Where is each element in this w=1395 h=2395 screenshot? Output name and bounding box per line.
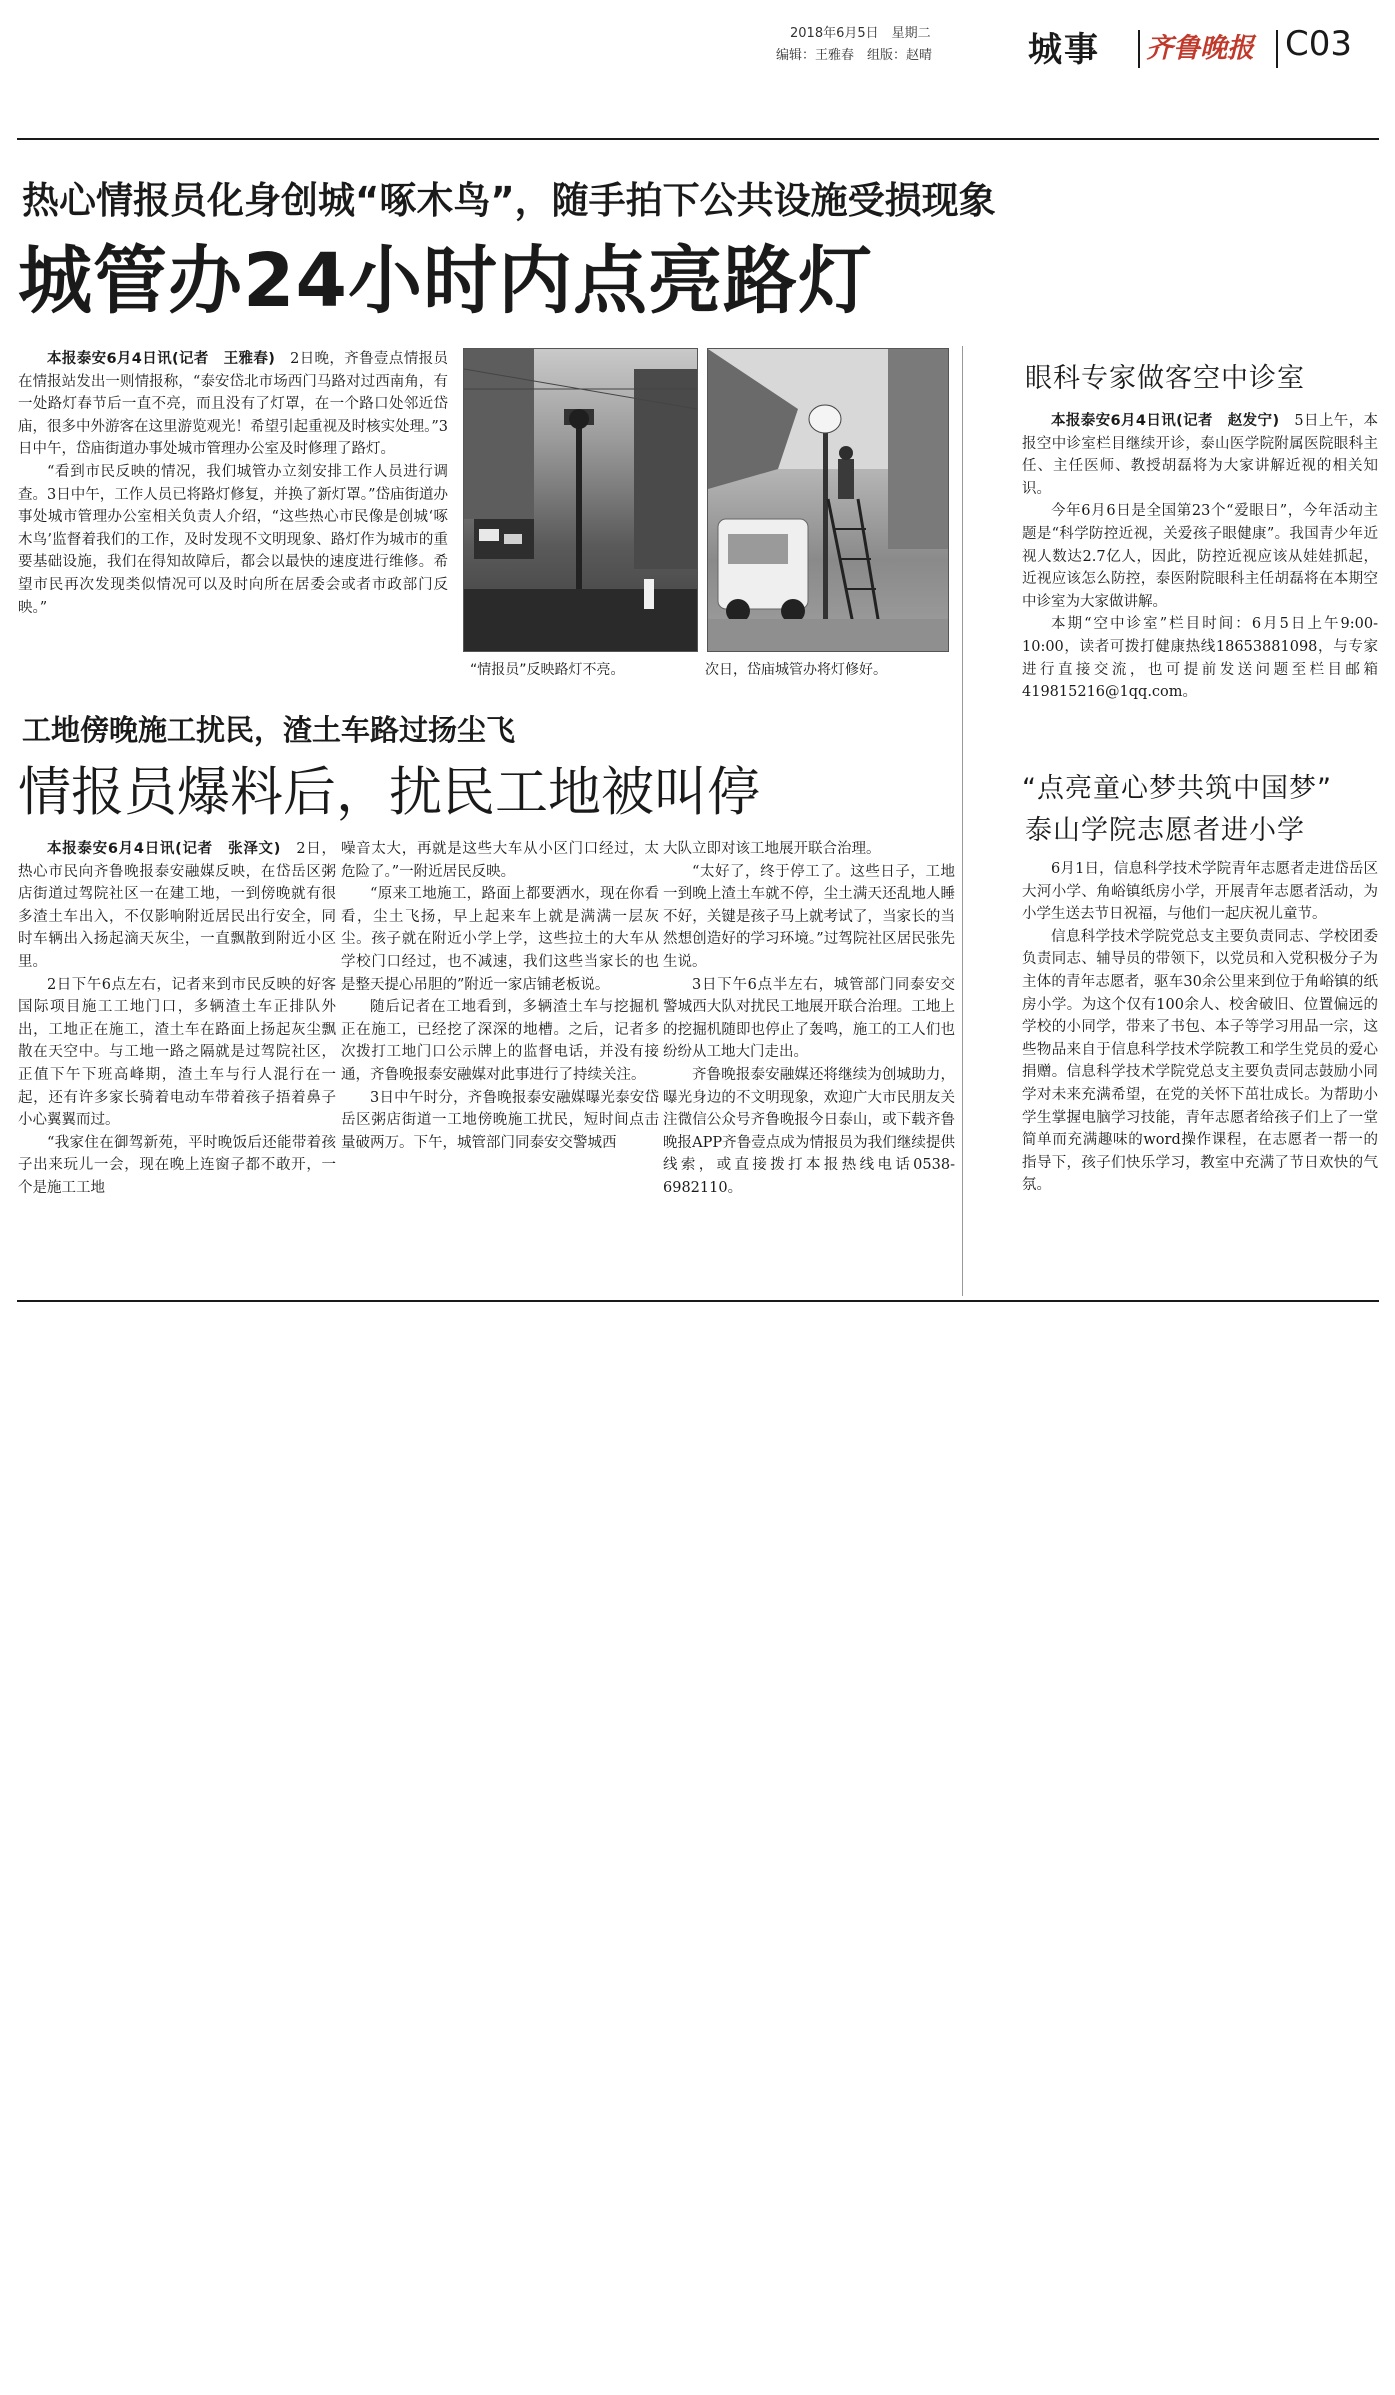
story2-column-2 [341,838,659,1154]
photo1-caption: “情报员”反映路灯不亮。 [470,662,625,678]
story2-paragraph: 3日中午时分，齐鲁晚报泰安融媒曝光泰安岱岳区粥店街道一工地傍晚施工扰民，短时间点击量破两万。下午，城管部门同泰安交警城西 [341,1089,659,1151]
story2-paragraph: 随后记者在工地看到，多辆渣土车与挖掘机正在施工，已经挖了深深的地槽。之后，记者多次拨打工地门口公示牌上的监督电话，并没有接通，齐鲁晚报泰安融媒对此事进行了持续关注。 [341,999,659,1083]
story3-body [1022,410,1378,704]
story1-paragraph: “看到市民反映的情况，我们城管办立刻安排工作人员进行调查。3日中午，工作人员已将路灯修复，并换了新灯罩。”岱庙街道办事处城市管理办公室相关负责人介绍，“这些热心市民像是创城‘啄木鸟’监督着我们的工作，及时发现不文明现象、路灯作为城市的重要基础设施，我们在得知故障后，都会以最快的速度进行维修。希望市民再次发现类似情况可以及时向所在居委会或者市政部门反映。” [18,463,448,616]
story2-paragraph: 2日下午6点左右，记者来到市民反映的好客国际项目施工工地门口，多辆渣土车正排队外出，工地正在施工，渣土车在路面上扬起灰尘飘散在天空中。与工地一路之隔就是过驾院社区，正值下午下班高峰期，渣土车与行人混行在一起，还有许多家长骑着电动车带着孩子捂着鼻子小心翼翼而过。 [18,976,336,1129]
story2-paragraph: 噪音太大，再就是这些大车从小区门口经过，太危险了。”一附近居民反映。 [341,841,659,880]
story4-headline-line2: 泰山学院志愿者进小学 [1025,815,1305,846]
story2-paragraph: 大队立即对该工地展开联合治理。 [663,841,881,857]
paper-logo: 齐鲁晚报 [1146,33,1254,64]
story3-byline: 本报泰安6月4日讯(记者 赵发宁) [1051,413,1280,429]
story2-paragraph: 2日，热心市民向齐鲁晚报泰安融媒反映，在岱岳区粥店街道过驾院社区一在建工地，一到傍晚就有很多渣土车出入，不仅影响附近居民出行安全，同时车辆出入扬起滴天灰尘，一直飘散到附近小区里。 [18,841,337,970]
story1-byline: 本报泰安6月4日讯(记者 王雅春) [47,351,275,367]
story4-paragraph: 信息科学技术学院党总支主要负责同志、学校团委负责同志、辅导员的带领下，以党员和入党积极分子为主体的青年志愿者，驱车30余公里来到位于角峪镇的纸房小学。为这个仅有100余人、校舍破旧、位置偏远的学校的小同学，带来了书包、本子等学习用品一宗，这些物品来自于信息科学技术学院教工和学生党员的爱心捐赠。信息科学技术学院党总支主要负责同志鼓励小同学对未来充满希望，在党的关怀下茁壮成长。为帮助小学生掌握电脑学习技能，青年志愿者给孩子们上了一堂简单而充满趣味的word操作课程，在志愿者一帮一的指导下，孩子们快乐学习，教室中充满了节日欢快的气氛。 [1022,928,1378,1194]
story3-paragraph: 5日上午，本报空中诊室栏目继续开诊，泰山医学院附属医院眼科主任、主任医师、教授胡磊将为大家讲解近视的相关知识。 [1022,413,1379,497]
story2-paragraph: 3日下午6点半左右，城管部门同泰安交警城西大队对扰民工地展开联合治理。工地上的挖掘机随即也停止了轰鸣，施工的工人们也纷纷从工地大门走出。 [663,976,955,1061]
lamp-repair-photo [707,348,949,652]
story1-kicker: 热心情报员化身创城“啄木鸟”，随手拍下公共设施受损现象 [22,179,996,222]
story3-paragraph: 今年6月6日是全国第23个“爱眼日”，今年活动主题是“科学防控近视，关爱孩子眼健康”。我国青少年近视人数达2.7亿人，因此，防控近视应该从娃娃抓起，近视应该怎么防控，泰医附院眼科主任胡磊将在本期空中诊室为大家做讲解。 [1022,503,1378,610]
story4-paragraph: 6月1日，信息科学技术学院青年志愿者走进岱岳区大河小学、角峪镇纸房小学，开展青年志愿者活动，为小学生送去节日祝福，与他们一起庆祝儿童节。 [1022,861,1378,923]
story1-paragraph: 2日晚，齐鲁壹点情报员在情报站发出一则情报称，“泰安岱北市场西门马路对过西南角，有一处路灯春节后一直不亮，而且没有了灯罩，在一个路口处邻近岱庙，很多中外游客在这里游览观光！希望引起重视及时核实处理。”3日中午，岱庙街道办事处城市管理办公室及时修理了路灯。 [18,351,449,458]
photo2-caption: 次日，岱庙城管办将灯修好。 [705,662,887,678]
lamp-repair-illustration [708,349,948,651]
street-lamp-night-illustration [464,349,697,651]
editors-line: 编辑：王雅春 组版：赵晴 [776,48,933,63]
story4-headline-line1: “点亮童心梦共筑中国梦” [1022,773,1332,804]
bottom-rule [17,1300,1379,1302]
story3-headline: 眼科专家做客空中诊室 [1025,363,1305,394]
story2-column-3 [663,838,955,1200]
story2-paragraph: “原来工地施工，路面上都要洒水，现在你看看，尘土飞扬，早上起来车上就是满满一层灰尘。孩子就在附近小学上学，这些拉土的大车从学校门口经过，也不减速，我们这些当家长的也是整天提心吊胆的”附近一家店铺老板说。 [341,886,659,993]
story2-byline: 本报泰安6月4日讯(记者 张泽文) [47,841,281,857]
story2-kicker: 工地傍晚施工扰民，渣土车路过扬尘飞 [22,713,516,747]
story1-headline: 城管办24小时内点亮路灯 [18,238,873,324]
date-line: 2018年6月5日 星期二 [790,26,931,41]
header-rule [17,138,1379,140]
street-lamp-night-photo [463,348,698,652]
story3-paragraph: 本期“空中诊室”栏目时间：6月5日上午9:00-10:00，读者可拨打健康热线18653881098，与专家进行直接交流，也可提前发送问题至栏目邮箱419815216@1qq.com。 [1022,616,1378,701]
page-number: C03 [1285,24,1353,64]
story4-body [1022,858,1378,1197]
story2-paragraph: 齐鲁晚报泰安融媒还将继续为创城助力，曝光身边的不文明现象，欢迎广大市民朋友关注微信公众号齐鲁晚报今日泰山，或下载齐鲁晚报APP齐鲁壹点成为情报员为我们继续提供线索，或直接拨打本报热线电话0538-6982110。 [663,1066,955,1196]
column-divider [962,346,963,1296]
section-title: 城事 [1028,30,1100,70]
story2-paragraph: “我家住在御驾新苑，平时晚饭后还能带着孩子出来玩儿一会，现在晚上连窗子都不敢开，一个是施工工地 [18,1134,336,1196]
story2-headline: 情报员爆料后，扰民工地被叫停 [18,762,760,823]
story1-body [18,348,448,619]
header-divider [1138,30,1140,68]
header-divider-2 [1276,30,1278,68]
story2-column-1 [18,838,336,1200]
story2-paragraph: “太好了，终于停工了。这些日子，工地一到晚上渣土车就不停，尘土满天还乱地人睡不好，关键是孩子马上就考试了，当家长的当然想创造好的学习环境。”过驾院社区居民张先生说。 [663,863,955,970]
